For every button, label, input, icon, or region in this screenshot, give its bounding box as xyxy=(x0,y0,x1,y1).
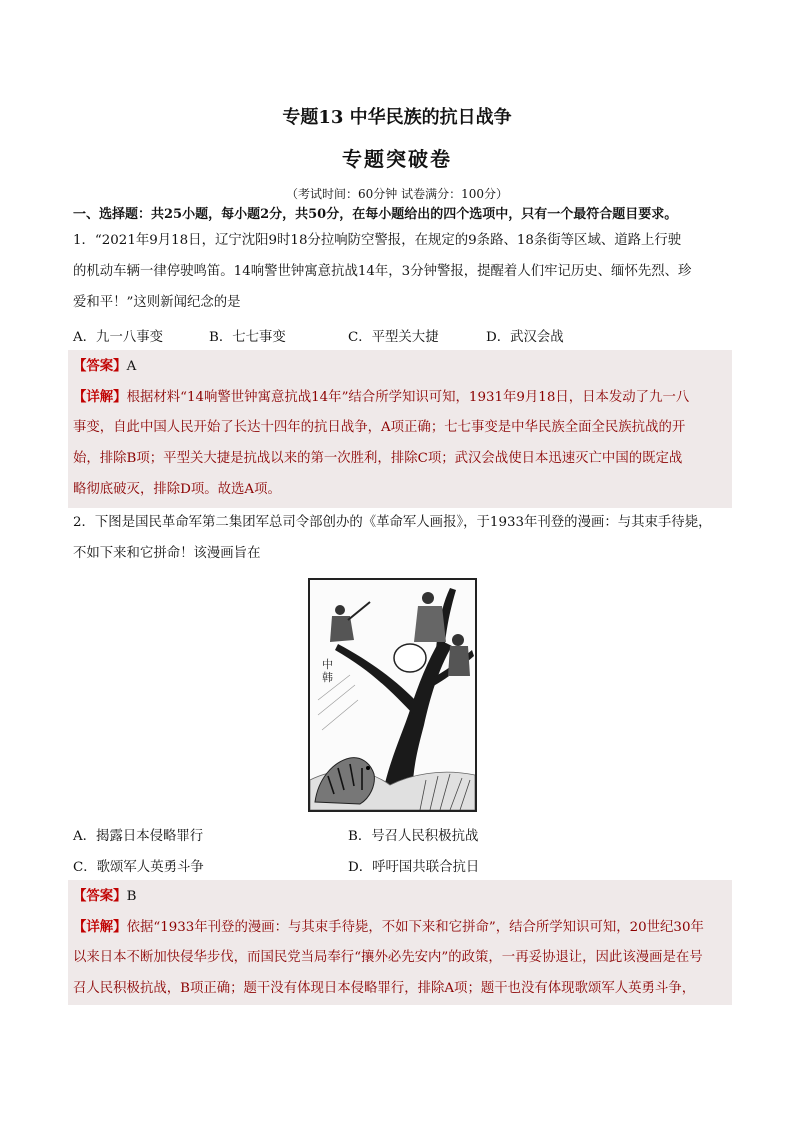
page-subtitle: 专题突破卷 xyxy=(342,147,452,171)
exam-info: （考试时间：60分钟 试卷满分：100分） xyxy=(286,187,508,201)
cartoon-drawing xyxy=(310,580,475,810)
cartoon-image xyxy=(308,578,477,812)
cartoon-caption: 中韩 xyxy=(322,658,333,684)
q1-answer-value: A xyxy=(126,359,137,374)
q2-detail-label: 【详解】 xyxy=(73,919,127,935)
q1-line-2: 的机动车辆一律停驶鸣笛。14响警世钟寓意抗战14年，3分钟警报，提醒着人们牢记历史、缅怀先烈、珍 xyxy=(73,264,692,279)
q2-answer xyxy=(73,887,733,906)
q1-option-d: D．武汉会战 xyxy=(486,330,564,345)
section-heading: 一、选择题：共25小题，每小题2分，共50分，在每小题给出的四个选项中，只有一个最符合题目要求。 xyxy=(73,207,678,222)
q1-option-b: B．七七事变 xyxy=(209,330,286,345)
q2-option-d: D．呼吁国共联合抗日 xyxy=(348,860,480,875)
q1-line-3: 爱和平！”这则新闻纪念的是 xyxy=(73,295,241,310)
q1-answer xyxy=(73,357,733,376)
q1-detail-line-3: 始，排除B项；平型关大捷是抗战以来的第一次胜利，排除C项；武汉会战使日本迅速灭亡中国的既定战 xyxy=(73,451,683,466)
q2-detail-line-1 xyxy=(73,918,733,937)
q2-option-c: C．歌颂军人英勇斗争 xyxy=(73,860,204,875)
q1-detail-text-1: 根据材料“14响警世钟寓意抗战14年”结合所学知识可知，1931年9月18日，日本发动了九一八 xyxy=(126,390,690,405)
q1-detail-line-1 xyxy=(73,388,733,407)
q1-detail-label: 【详解】 xyxy=(73,389,127,405)
q2-line-1: 2．下图是国民革命军第二集团军总司令部创办的《革命军人画报》，于1933年刊登的漫画：与其束手待毙， xyxy=(73,515,712,530)
q1-option-c: C．平型关大捷 xyxy=(348,330,439,345)
q1-detail-line-4: 略彻底破灭，排除D项。故选A项。 xyxy=(73,482,281,497)
q2-detail-text-1: 依据“1933年刊登的漫画：与其束手待毙，不如下来和它拼命”，结合所学知识可知，20世纪30年 xyxy=(126,920,704,935)
page-title: 专题13 中华民族的抗日战争 xyxy=(282,107,512,128)
q1-option-a: A．九一八事变 xyxy=(73,330,164,345)
q2-option-b: B．号召人民积极抗战 xyxy=(348,829,479,844)
q2-answer-value: B xyxy=(126,889,137,904)
q2-line-2: 不如下来和它拼命！该漫画旨在 xyxy=(73,546,261,561)
q2-option-a: A．揭露日本侵略罪行 xyxy=(73,829,204,844)
q1-line-1: 1．“2021年9月18日，辽宁沈阳9时18分拉响防空警报，在规定的9条路、18条街等区域、道路上行驶 xyxy=(73,233,682,248)
q2-detail-line-2: 以来日本不断加快侵华步伐，而国民党当局奉行“攘外必先安内”的政策，一再妥协退让，因此该漫画是在号 xyxy=(73,950,703,965)
q1-answer-label: 【答案】 xyxy=(73,358,127,374)
q2-detail-line-3: 召人民积极抗战，B项正确；题干没有体现日本侵略罪行，排除A项；题干也没有体现歌颂军人英勇斗争， xyxy=(73,981,696,996)
q1-detail-line-2: 事变，自此中国人民开始了长达十四年的抗日战争，A项正确；七七事变是中华民族全面全民族抗战的开 xyxy=(73,420,686,435)
q2-answer-label: 【答案】 xyxy=(73,888,127,904)
